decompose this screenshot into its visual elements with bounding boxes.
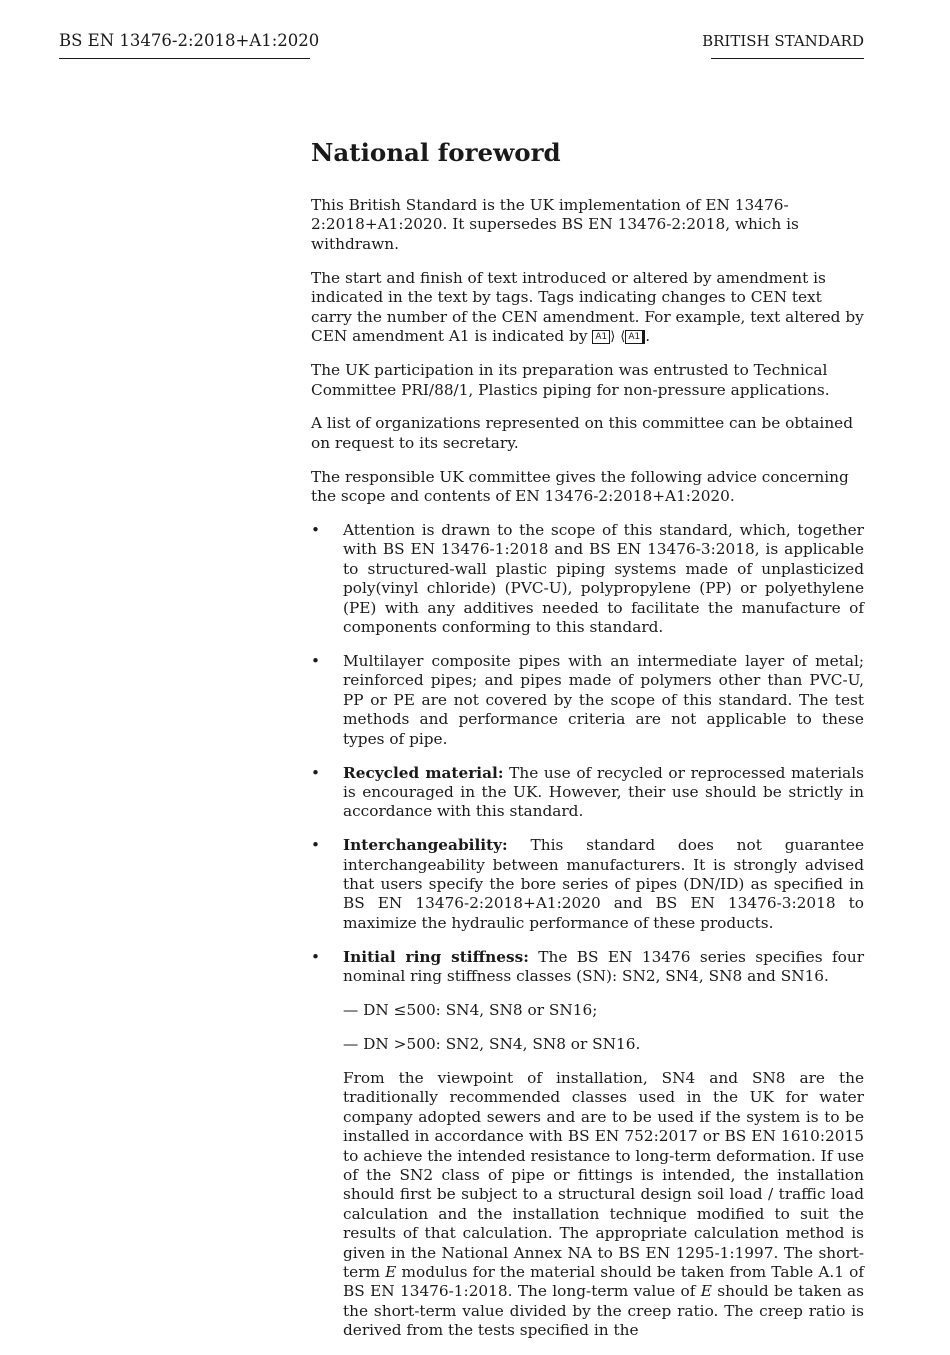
list-item-text: Attention is drawn to the scope of this standard, which, together with BS EN 13476-1:2018 and BS EN 13476-3:2018, is applicable to structured-wall plastic piping systems made of unplasticized poly(vinyl chloride) (PVC-U), polypropylene (PP) or polyethylene (PE) with any additives needed to facilitate the manufacture of components conforming to this standard.	[343, 521, 864, 637]
amendment-text: The start and finish of text introduced or altered by amendment is indicated in the text by tags. Tags indicating changes to CEN text carry the number of the CEN amendment. For example, text altered by CEN amendment A1 is indicated by	[311, 268, 864, 345]
dash-item-large-dn: — DN >500: SN2, SN4, SN8 or SN16.	[343, 1035, 641, 1054]
list-item-ring-stiffness	[311, 948, 864, 1341]
list-item-interchangeability	[311, 836, 864, 933]
main-content	[311, 136, 864, 1355]
installation-paragraph	[343, 1069, 864, 1341]
tag-open-arrow-icon: ⟩	[610, 329, 616, 345]
list-item-text: The BS EN 13476 series specifies four nominal ring stiffness classes (SN): SN2, SN4, SN8 and SN16.	[343, 947, 865, 986]
paragraph-amendment-tags	[311, 269, 864, 347]
list-item-text: This standard does not guarantee interchangeability between manufacturers. It is strongly advised that users specify the bore series of pipes (DN/ID) as specified in BS EN 13476-2:2018+A1:2020 and BS EN 13476-3:2018 to maximize the hydraulic performance of these products.	[343, 836, 864, 932]
header-right-rule	[711, 58, 864, 59]
installation-text-c: should be taken as the short-term value divided by the creep ratio. The creep ratio is derived from the tests specified in the	[343, 1282, 864, 1340]
paragraph-committee: The UK participation in its preparation was entrusted to Technical Committee PRI/88/1, Plastics piping for non-pressure applications.	[311, 361, 830, 399]
paragraph-organizations: A list of organizations represented on this committee can be obtained on request to its secretary.	[311, 414, 854, 452]
installation-text-b: modulus for the material should be taken from Table A.1 of BS EN 13476-1:2018. The long-term value of	[343, 1262, 864, 1301]
bullet-icon: •	[311, 652, 321, 671]
bullet-icon: •	[311, 763, 321, 782]
bullet-icon: •	[311, 836, 321, 855]
amendment-period: .	[645, 326, 651, 345]
advice-list	[311, 521, 864, 1341]
list-item-label: Initial ring stiffness:	[343, 947, 529, 966]
bullet-icon: •	[311, 947, 321, 966]
tag-close-arrow-icon: ⟨	[620, 329, 626, 345]
dash-item-small-dn: — DN ≤500: SN4, SN8 or SN16;	[343, 1001, 598, 1020]
list-item-text: The use of recycled or reprocessed materials is encouraged in the UK. However, their use should be strictly in accordance with this standard.	[343, 763, 864, 821]
installation-text-a: From the viewpoint of installation, SN4 and SN8 are the traditionally recommended classes used in the UK for water company adopted sewers and are to be used if the system is to be installed in accordance with BS EN 752:2017 or BS EN 1610:2015 to achieve the intended resistance to long-term deformation. If use of the SN2 class of pipe or fittings is intended, the installation should first be subject to a structural design soil load / traffic load calculation and the installation technique modified to suit the results of that calculation. The appropriate calculation method is given in the National Annex NA to BS EN 1295-1:1997. The short-term	[343, 1068, 864, 1281]
amendment-close-tag-icon: A1	[625, 330, 645, 344]
list-item-label: Interchangeability:	[343, 836, 508, 855]
paragraph-advice: The responsible UK committee gives the following advice concerning the scope and contents of EN 13476-2:2018+A1:2020.	[311, 467, 849, 506]
amendment-open-tag-icon: A1	[592, 330, 610, 344]
list-item-recycled	[311, 764, 864, 822]
header-left-rule	[59, 58, 310, 59]
modulus-symbol: E	[700, 1282, 712, 1301]
bullet-icon: •	[311, 521, 321, 540]
header-standard-number: BS EN 13476-2:2018+A1:2020	[59, 31, 320, 50]
paragraph-implementation: This British Standard is the UK implementation of EN 13476-2:2018+A1:2020. It supersedes BS EN 13476-2:2018, which is withdrawn.	[311, 196, 799, 253]
page-title: National foreword	[311, 138, 561, 167]
list-item-text: Multilayer composite pipes with an intermediate layer of metal; reinforced pipes; and pipes made of polymers other than PVC-U, PP or PE are not covered by the scope of this standard. The test methods and performance criteria are not applicable to these types of pipe.	[343, 652, 864, 748]
list-item-multilayer	[311, 652, 864, 749]
modulus-symbol: E	[385, 1262, 397, 1281]
header-publisher: BRITISH STANDARD	[702, 32, 864, 50]
list-item-label: Recycled material:	[343, 763, 504, 782]
list-item-scope	[311, 521, 864, 637]
